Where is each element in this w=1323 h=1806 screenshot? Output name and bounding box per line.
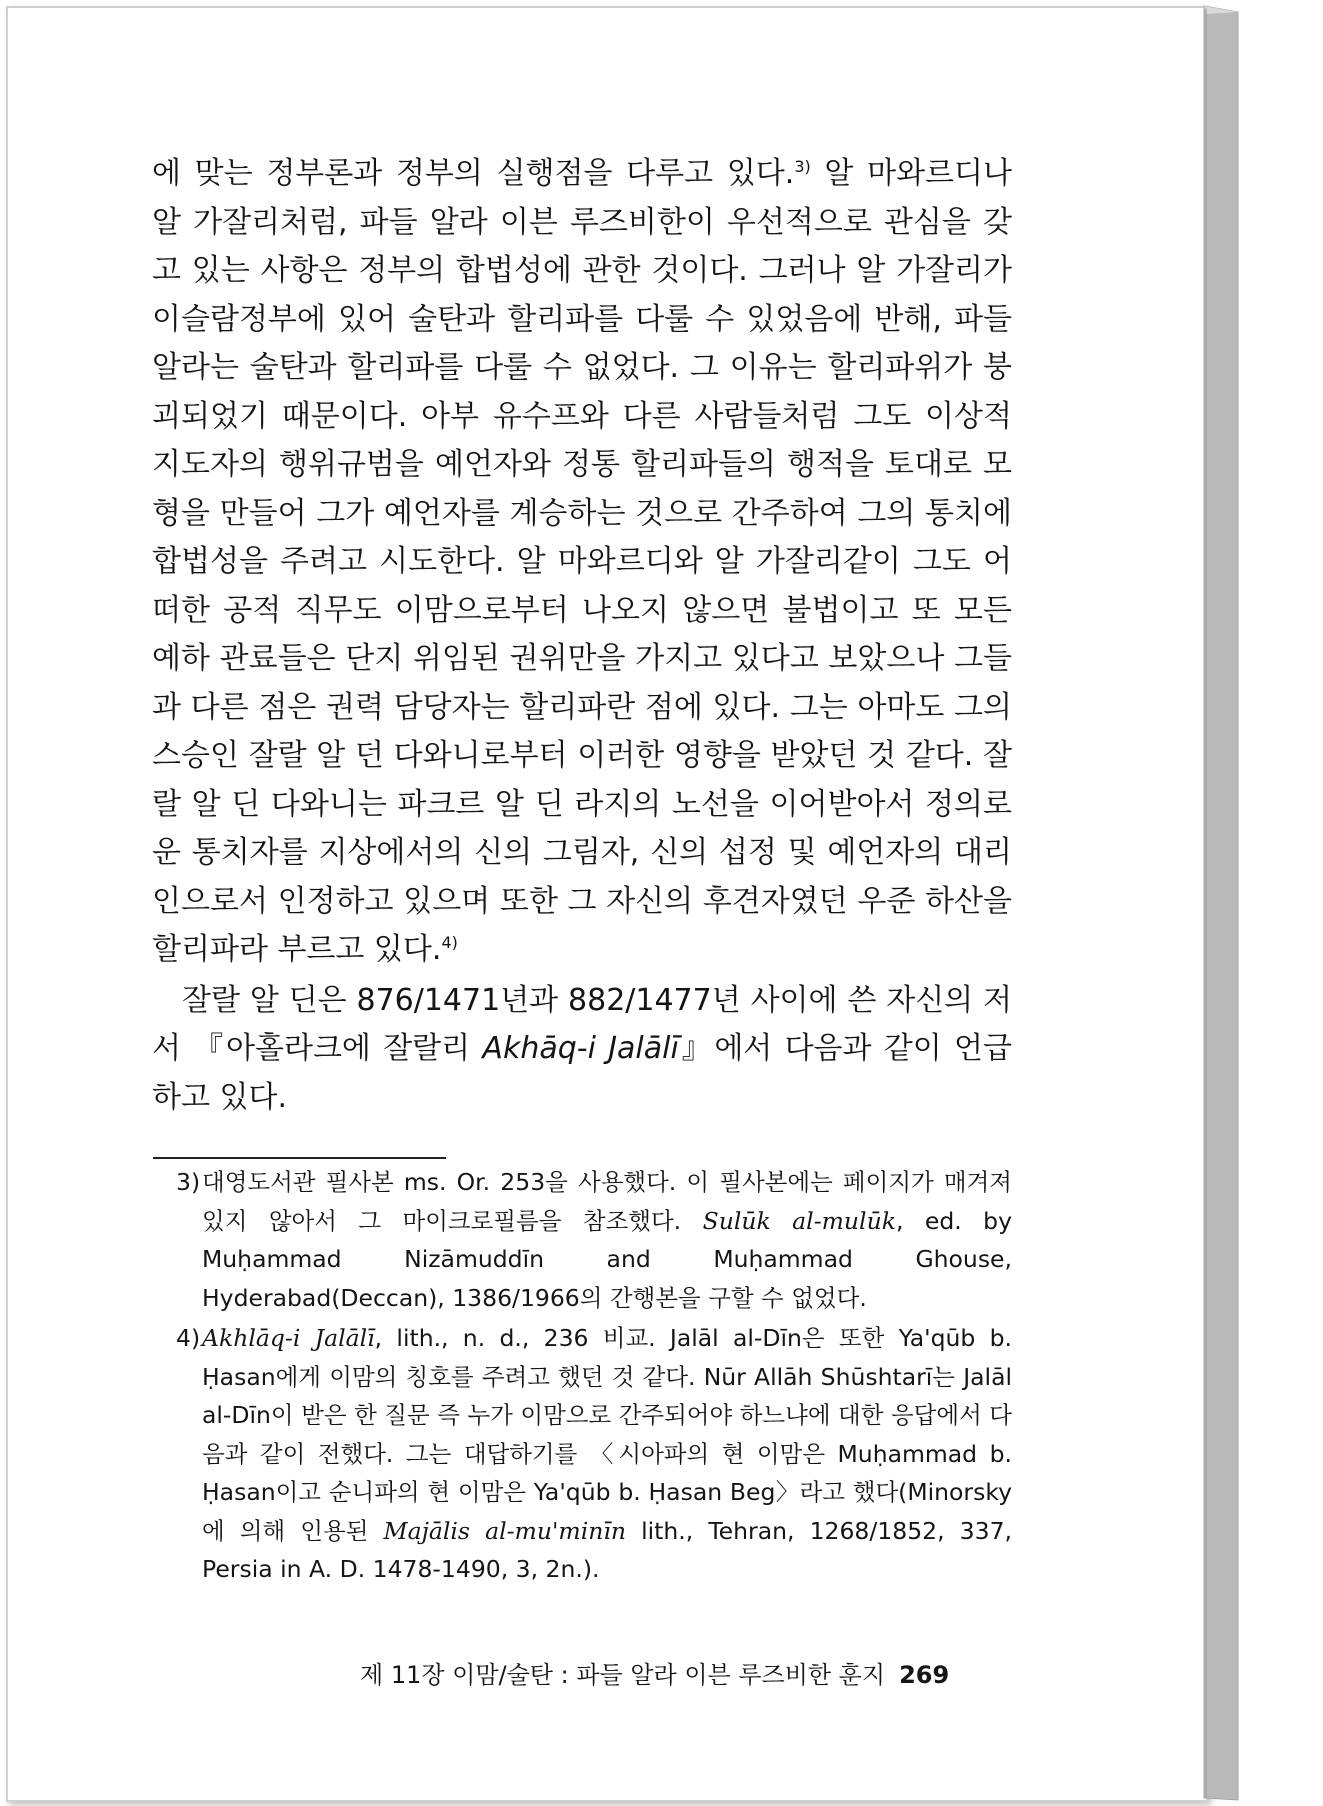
body-paragraph-2 bbox=[152, 977, 1012, 1123]
body-text bbox=[152, 150, 1012, 1122]
page-number: 269 bbox=[899, 1661, 950, 1689]
footnote-reference: 4) bbox=[441, 933, 458, 952]
footnote-text: , ed. by Muḥammad Nizāmuddīn and Muḥammad Ghouse, Hyderabad(Deccan), 1386/1966의 간행본을 구할 수 없었다. bbox=[202, 1206, 1012, 1312]
footnote-text: , lith., n. d., 236 비교. Jalāl al-Dīn은 또한 Ya'qūb b. Ḥasan에게 이맘의 칭호를 주려고 했던 것 같다. Nūr Allāh Shūshtarī는 Jalāl al-Dīn이 받은 한 질문 즉 누가 이맘으로 간주되어야 하느냐에 대한 응답에서 다음과 같이 전했다. 그는 대답하기를 〈시아파의 현 이맘은 Muḥammad b. Ḥasan이고 순니파의 현 이맘은 Ya'qūb b. Ḥasan Beg〉라고 했다(Minorsky에 의해 인용된 bbox=[202, 1324, 1012, 1545]
footnote-text: lith., Tehran, 1268/1852, 337, Persia in A. D. 1478-1490, 3, 2n.). bbox=[202, 1516, 1012, 1583]
footnotes bbox=[176, 1163, 1012, 1591]
paragraph-text: 잘랄 알 딘은 876/1471년과 882/1477년 사이에 쓴 자신의 저서 『아홀라크에 잘랄리 bbox=[152, 982, 1012, 1066]
footnote-italic: Akhlāq-i Jalālī bbox=[202, 1324, 375, 1352]
footnote-divider bbox=[153, 1157, 446, 1159]
running-head: 제 11장 이맘/술탄 : 파들 알라 이븐 루즈비한 훈지 bbox=[360, 1661, 886, 1689]
paragraph-text: 』에서 다음과 같이 언급하고 있다. bbox=[152, 1031, 1012, 1115]
book-title-italic: Akhāq-i Jalālī bbox=[482, 1031, 679, 1066]
page-footer bbox=[360, 1655, 1000, 1690]
footnote-4 bbox=[176, 1319, 1012, 1589]
footnote-text: 대영도서관 필사본 ms. Or. 253을 사용했다. 이 필사본에는 페이지가 매겨져 있지 않아서 그 마이크로필름을 참조했다. bbox=[202, 1168, 1012, 1235]
footnote-italic: Majālis al-mu'minīn bbox=[383, 1516, 627, 1545]
paragraph-text: 알 마와르디나 알 가잘리처럼, 파들 알라 이븐 루즈비한이 우선적으로 관심을 갖고 있는 사항은 정부의 합법성에 관한 것이다. 그러나 알 가잘리가 이슬람정부에 있어 술탄과 할리파를 다룰 수 있었음에 반해, 파들 알라는 술탄과 할리파를 다룰 수 없었다. 그 이유는 할리파위가 붕괴되었기 때문이다. 아부 유수프와 다른 사람들처럼 그도 이상적 지도자의 행위규범을 예언자와 정통 할리파들의 행적을 토대로 모형을 만들어 그가 예언자를 계승하는 것으로 간주하여 그의 통치에 합법성을 주려고 시도한다. 알 마와르디와 알 가잘리같이 그도 어떠한 공적 직무도 이맘으로부터 나오지 않으면 불법이고 또 모든 예하 관료들은 단지 위임된 권위만을 가지고 있다고 보았으나 그들과 다른 점은 권력 담당자는 할리파란 점에 있다. 그는 아마도 그의 스승인 잘랄 알 던 다와니로부터 이러한 영향을 받았던 것 같다. 잘랄 알 딘 다와니는 파크르 알 딘 라지의 노선을 이어받아서 정의로운 통치자를 지상에서의 신의 그림자, 신의 섭정 및 예언자의 대리인으로서 인정하고 있으며 또한 그 자신의 후견자였던 우준 하산을 할리파라 부르고 있다. bbox=[152, 156, 1012, 967]
footnote-3 bbox=[176, 1163, 1012, 1317]
body-paragraph-1 bbox=[152, 150, 1012, 975]
paragraph-text: 에 맞는 정부론과 정부의 실행점을 다루고 있다. bbox=[152, 156, 795, 191]
footnote-reference: 3) bbox=[794, 157, 811, 176]
footnote-number: 4) bbox=[176, 1324, 201, 1352]
footnote-number: 3) bbox=[176, 1168, 201, 1196]
footnote-italic: Sulūk al-mulūk bbox=[702, 1206, 896, 1235]
